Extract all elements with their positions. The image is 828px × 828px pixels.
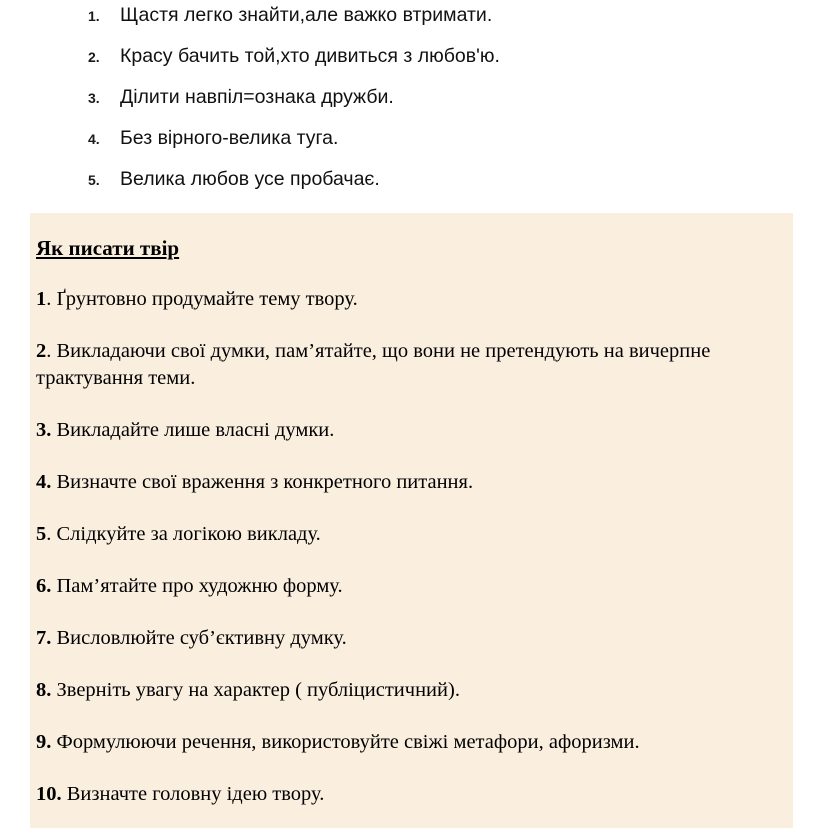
list-item-text: Викладайте лише власні думки. [51,419,335,441]
list-item [0,2,828,43]
list-item [36,338,771,392]
list-item-separator: . [46,340,52,362]
list-item-number: 5. [88,172,100,188]
list-item-text: Формулюючи речення, використовуйте свіжі метафори, афоризми. [51,731,640,753]
list-item-text: Визначте головну ідею твору. [61,783,325,805]
list-item [36,417,771,444]
list-item-text: Велика любов усе пробачає. [120,168,380,190]
list-item [36,286,771,313]
list-item-number: 9. [36,731,52,753]
list-item-number: 3. [36,419,52,441]
list-item [0,166,828,207]
list-item-number: 5 [36,523,47,545]
list-item-text: Ґрунтовно продумайте тему твору. [51,288,358,310]
list-item-text: Без вірного-велика туга. [120,127,339,149]
list-item [36,521,771,548]
panel-title: Як писати твір [36,236,180,260]
list-item-number: 4. [88,131,100,147]
list-item-number: 4. [36,471,52,493]
list-item-number: 3. [88,90,100,106]
list-item-text: Щастя легко знайти,але важко втримати. [120,4,493,26]
aphorism-list [0,0,828,207]
list-item-number: 6. [36,575,52,597]
list-item [36,469,771,496]
list-item-text: Слідкуйте за логікою викладу. [51,523,321,545]
instruction-list [36,286,771,808]
list-item-text: Пам’ятайте про художню форму. [51,575,343,597]
list-item [0,84,828,125]
list-item [36,781,771,808]
list-item [36,677,771,704]
list-item-text: Визначте свої враження з конкретного питання. [51,471,474,493]
list-item-text: Ділити навпіл=ознака дружби. [120,86,394,108]
list-item-separator: . [46,288,52,310]
list-item-number: 1 [36,288,47,310]
list-item-number: 2. [88,49,100,65]
list-item-separator: . [46,523,52,545]
how-to-write-essay-panel [30,213,793,828]
list-item-text: Висловлюйте суб’єктивну думку. [51,627,347,649]
list-item-number: 1. [88,8,100,24]
list-item-text: Зверніть увагу на характер ( публіцистичний). [51,679,460,701]
list-item-number: 8. [36,679,52,701]
list-item-text: Красу бачить той,хто дивиться з любов'ю. [120,45,500,67]
list-item-number: 7. [36,627,52,649]
list-item [36,573,771,600]
list-item [0,125,828,166]
list-item [36,729,771,756]
list-item [36,625,771,652]
list-item [0,43,828,84]
list-item-number: 10. [36,783,62,805]
list-item-text: Викладаючи свої думки, пам’ятайте, що вони не претендують на вичерпне трактування теми. [36,340,711,389]
list-item-number: 2 [36,340,47,362]
